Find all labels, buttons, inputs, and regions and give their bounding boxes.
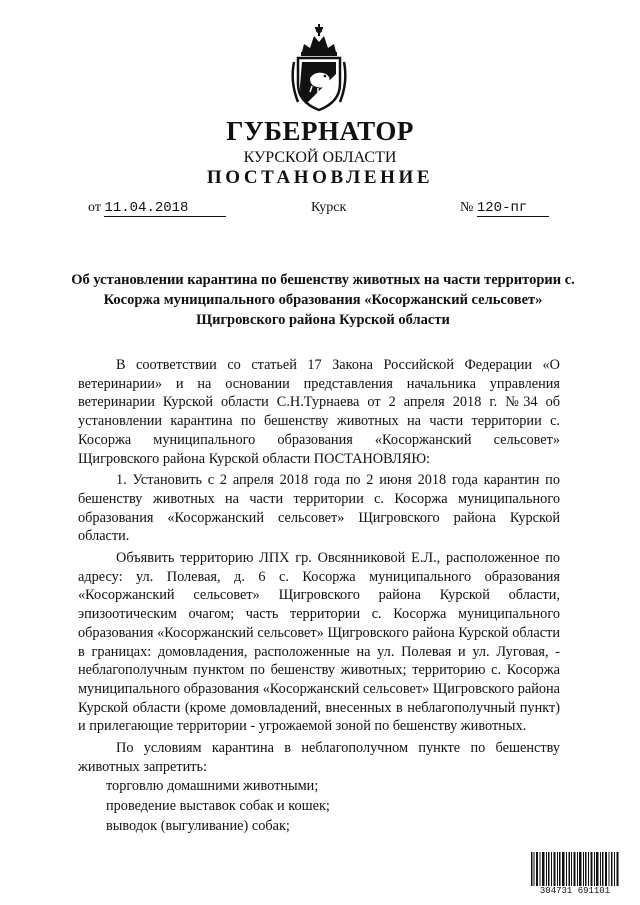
barcode-bars bbox=[530, 852, 620, 886]
document-subject: Об установлении карантина по бешенству животных на части территории с. Косоржа муниципального образования «Косоржанский сельсовет» Щигровского района Курской области bbox=[71, 272, 575, 328]
date-prefix: от bbox=[88, 200, 101, 215]
paragraph-clause-1: 1. Установить с 2 апреля 2018 года по 2 июня 2018 года карантин по бешенству животных на части территории с. Косоржа муниципального образования «Косоржанский сельсовет» Щигровского района Курской области. bbox=[78, 472, 560, 545]
barcode-number: 304731 691101 bbox=[539, 886, 611, 896]
list-item: торговлю домашними животными; bbox=[106, 778, 319, 795]
date-field bbox=[88, 198, 226, 218]
number-field bbox=[460, 198, 549, 218]
document-body bbox=[78, 356, 560, 836]
number-prefix: № bbox=[460, 200, 474, 215]
barcode bbox=[530, 852, 620, 896]
paragraph-declare-zones: Объявить территорию ЛПХ гр. Овсянниковой Е.Л., расположенное по адресу: ул. Полевая, д. 6 с. Косоржа муниципального образования «Косоржанский сельсовет» Щигровского района Курской области, эпизоотическим очагом; часть территории с. Косоржа муниципального образования «Косоржанский сельсовет» Щигровского района Курской области в границах: домовладения, расположенные на ул. Полевая и ул. Луговая, - неблагополучным пунктом по бешенству животных; территорию с. Косоржа муниципального образования «Косоржанский сельсовет» Щигровского района Курской области (кроме домовладений, внесенных в неблагополучный пункт) и прилегающие территории - угрожаемой зоной по бешенству животных. bbox=[78, 550, 560, 735]
date-value: 11.04.2018 bbox=[104, 200, 226, 217]
document-type: ПОСТАНОВЛЕНИЕ bbox=[206, 167, 434, 188]
paragraph-prohibit-intro: По условиям карантина в неблагополучном пункте по бешенству животных запретить: bbox=[78, 740, 560, 775]
city-label: Курск bbox=[311, 200, 347, 215]
number-value: 120-пг bbox=[477, 200, 549, 217]
paragraph-preamble: В соответствии со статьей 17 Закона Российской Федерации «О ветеринарии» и на основании представления начальника управления ветеринарии Курской области С.Н.Турнаева от 2 апреля 2018 г. №34 об установлении карантина по бешенству животных на части территории с. Косоржа муниципального образования «Косоржанский сельсовет» Щигровского района Курской области ПОСТАНОВЛЯЮ: bbox=[78, 357, 560, 467]
coat-of-arms-icon bbox=[288, 22, 350, 114]
governor-title: ГУБЕРНАТОР bbox=[226, 116, 414, 146]
list-item: проведение выставок собак и кошек; bbox=[106, 798, 330, 815]
list-item: выводок (выгуливание) собак; bbox=[106, 817, 290, 834]
region-subtitle: КУРСКОЙ ОБЛАСТИ bbox=[243, 149, 397, 166]
